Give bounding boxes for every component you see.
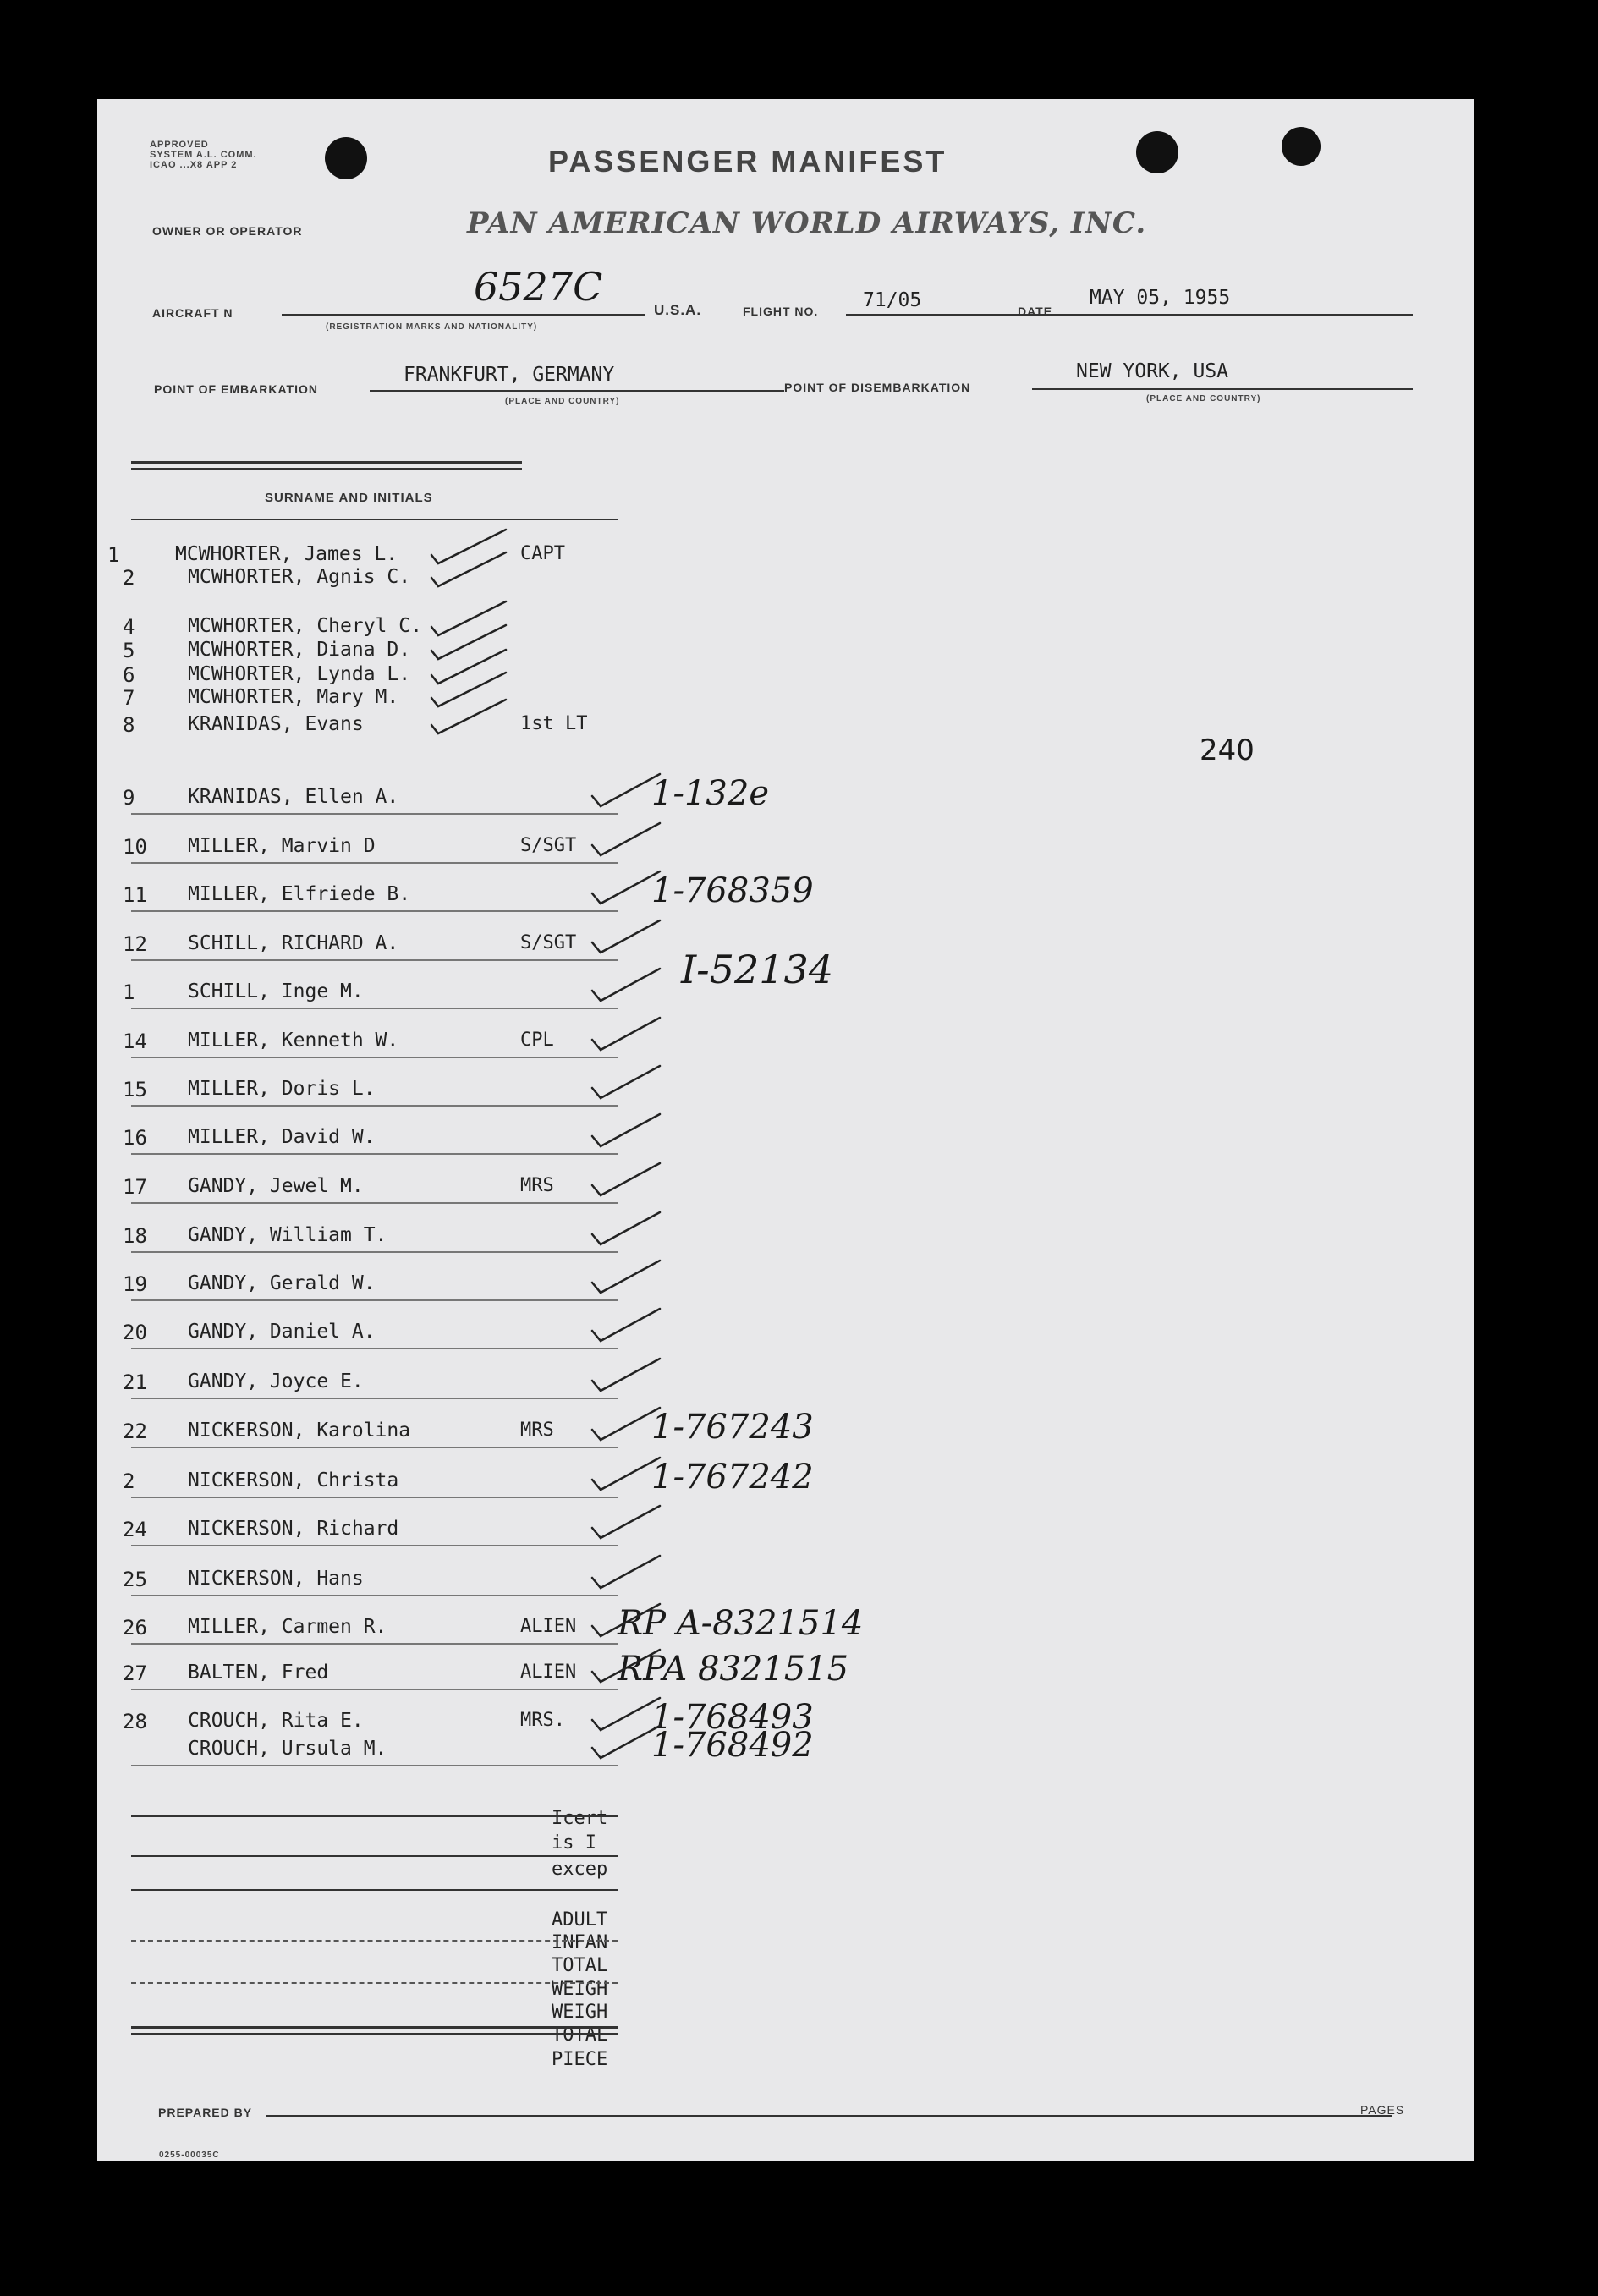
- embark-value: FRANKFURT, GERMANY: [404, 364, 615, 386]
- footer-label: PIECE: [552, 2049, 608, 2070]
- passenger-name: MILLER, Kenneth W.: [188, 1030, 399, 1052]
- disembark-place-caption: (PLACE AND COUNTRY): [1146, 394, 1261, 404]
- approval-line-1: APPROVED: [150, 140, 209, 150]
- form-code: 0255-00035C: [159, 2150, 220, 2160]
- passenger-name: KRANIDAS, Evans: [188, 713, 364, 735]
- passenger-name: MILLER, Carmen R.: [188, 1616, 387, 1638]
- checkmark: [431, 625, 506, 659]
- passenger-number: 20: [123, 1321, 147, 1344]
- passenger-name: MCWHORTER, Agnis C.: [188, 566, 411, 588]
- handwritten-checkmarks: [97, 99, 1474, 2161]
- passenger-annotation: 1-768359: [651, 871, 814, 910]
- checkmark: [592, 1458, 660, 1490]
- passenger-number: 8: [123, 713, 135, 737]
- approval-line-2: SYSTEM A.L. COMM.: [150, 150, 257, 160]
- date-label: DATE: [1018, 305, 1053, 318]
- passenger-name: CROUCH, Ursula M.: [188, 1738, 387, 1760]
- manifest-title: PASSENGER MANIFEST: [548, 144, 947, 179]
- passenger-name: MILLER, Elfriede B.: [188, 883, 411, 905]
- owner-label: OWNER OR OPERATOR: [152, 224, 303, 238]
- checkmark: [592, 1066, 660, 1098]
- passenger-annotation: RP A-8321514: [618, 1604, 864, 1643]
- checkmark: [592, 1726, 660, 1758]
- checkmark: [592, 1212, 660, 1244]
- passenger-number: 2: [123, 1469, 135, 1493]
- passenger-status: MRS: [520, 1420, 554, 1441]
- footer-label: WEIGH: [552, 2002, 608, 2023]
- checkmark: [592, 1408, 660, 1440]
- passenger-status: ALIEN: [520, 1662, 577, 1683]
- checkmark: [592, 1114, 660, 1146]
- passenger-number: 7: [123, 686, 135, 710]
- passenger-name: NICKERSON, Christa: [188, 1469, 399, 1491]
- passenger-name: KRANIDAS, Ellen A.: [188, 786, 399, 808]
- passenger-name: GANDY, William T.: [188, 1224, 387, 1246]
- checkmark: [592, 1018, 660, 1050]
- passenger-name: MCWHORTER, Lynda L.: [188, 663, 411, 685]
- date-value: MAY 05, 1955: [1090, 287, 1231, 309]
- footer-label: excep: [552, 1859, 608, 1880]
- passenger-name: MCWHORTER, Cheryl C.: [188, 615, 422, 637]
- flight-value: 71/05: [863, 289, 922, 311]
- footer-label: is I: [552, 1832, 596, 1854]
- passenger-number: 27: [123, 1662, 147, 1685]
- passenger-name: NICKERSON, Hans: [188, 1568, 364, 1590]
- checkmark: [592, 1698, 660, 1730]
- passenger-number: 5: [123, 639, 135, 662]
- passenger-number: 16: [123, 1126, 147, 1150]
- checkmark: [431, 673, 506, 706]
- passenger-name: GANDY, Daniel A.: [188, 1321, 376, 1343]
- flight-label: FLIGHT NO.: [743, 305, 819, 318]
- passenger-annotation: 1-768493: [651, 1698, 814, 1737]
- approval-line-3: ICAO ...X8 APP 2: [150, 160, 238, 170]
- passenger-name: MCWHORTER, Mary M.: [188, 686, 399, 708]
- passenger-number: 1: [107, 543, 120, 567]
- passenger-annotation: RPA 8321515: [618, 1650, 849, 1689]
- passenger-status: MRS: [520, 1175, 554, 1196]
- passenger-number: 9: [123, 786, 135, 810]
- aircraft-label: AIRCRAFT N: [152, 306, 233, 320]
- passenger-name: MILLER, Doris L.: [188, 1078, 376, 1100]
- checkmark: [592, 1506, 660, 1538]
- passenger-name: NICKERSON, Richard: [188, 1518, 399, 1540]
- checkmark: [592, 920, 660, 953]
- manifest-page: [97, 99, 1474, 2161]
- passenger-number: 6: [123, 663, 135, 687]
- passenger-name: SCHILL, Inge M.: [188, 980, 364, 1002]
- passenger-annotation: 1-768492: [651, 1726, 814, 1765]
- checkmark: [431, 552, 506, 586]
- passenger-status: CAPT: [520, 543, 565, 564]
- passenger-number: 28: [123, 1710, 147, 1733]
- usa-label: U.S.A.: [654, 302, 702, 318]
- passenger-number: 22: [123, 1420, 147, 1443]
- checkmark: [592, 1309, 660, 1341]
- passenger-status: S/SGT: [520, 835, 577, 856]
- owner-value: PAN AMERICAN WORLD AIRWAYS, INC.: [467, 206, 1147, 240]
- disembark-label: POINT OF DISEMBARKATION: [784, 381, 971, 394]
- passenger-number: 10: [123, 835, 147, 859]
- checkmark: [592, 1261, 660, 1293]
- passenger-number: 2: [123, 566, 135, 590]
- embark-place-caption: (PLACE AND COUNTRY): [505, 397, 620, 406]
- checkmark: [592, 871, 660, 904]
- passenger-status: S/SGT: [520, 932, 577, 953]
- passenger-number: 15: [123, 1078, 147, 1101]
- passenger-number: 25: [123, 1568, 147, 1591]
- prepared-by-label: PREPARED BY: [158, 2106, 253, 2119]
- page-number: 240: [1200, 733, 1255, 767]
- passenger-name: MCWHORTER, James L.: [175, 543, 398, 565]
- passenger-number: 4: [123, 615, 135, 639]
- passenger-status: CPL: [520, 1030, 554, 1051]
- checkmark: [592, 1163, 660, 1195]
- passenger-number: 18: [123, 1224, 147, 1248]
- passenger-number: 26: [123, 1616, 147, 1640]
- passenger-annotation: 1-132e: [651, 774, 769, 813]
- checkmark: [592, 969, 660, 1001]
- registration-caption: (REGISTRATION MARKS AND NATIONALITY): [326, 322, 538, 332]
- passenger-status: MRS.: [520, 1710, 565, 1731]
- footer-label: INFAN: [552, 1932, 608, 1953]
- footer-label: ADULT: [552, 1909, 608, 1931]
- passenger-annotation: 1-767243: [651, 1408, 814, 1447]
- passenger-number: 12: [123, 932, 147, 956]
- passenger-annotation: I-52134: [681, 947, 834, 992]
- passenger-name: GANDY, Jewel M.: [188, 1175, 364, 1197]
- footer-label: Icert: [552, 1808, 608, 1829]
- passenger-name: SCHILL, RICHARD A.: [188, 932, 399, 954]
- passenger-name: MILLER, Marvin D: [188, 835, 376, 857]
- passenger-name: CROUCH, Rita E.: [188, 1710, 364, 1732]
- footer-label: TOTAL: [552, 2024, 608, 2046]
- checkmark: [592, 1556, 660, 1588]
- checkmark: [592, 774, 660, 806]
- checkmark: [592, 1359, 660, 1391]
- aircraft-value: 6527C: [474, 264, 603, 310]
- passenger-number: 11: [123, 883, 147, 907]
- pages-label: PAGES: [1360, 2103, 1405, 2117]
- footer-label: WEIGH: [552, 1979, 608, 2000]
- passenger-annotation: 1-767242: [651, 1458, 814, 1497]
- passenger-name: GANDY, Joyce E.: [188, 1370, 364, 1392]
- passenger-status: 1st LT: [520, 713, 588, 734]
- checkmark: [592, 1604, 660, 1636]
- passenger-number: 24: [123, 1518, 147, 1541]
- checkmark: [592, 823, 660, 855]
- surname-column-header: SURNAME AND INITIALS: [265, 491, 433, 505]
- passenger-number: 17: [123, 1175, 147, 1199]
- passenger-number: 21: [123, 1370, 147, 1394]
- passenger-number: 14: [123, 1030, 147, 1053]
- passenger-name: NICKERSON, Karolina: [188, 1420, 411, 1442]
- passenger-name: MILLER, David W.: [188, 1126, 376, 1148]
- passenger-name: BALTEN, Fred: [188, 1662, 329, 1684]
- checkmark: [592, 1650, 660, 1682]
- footer-label: TOTAL: [552, 1955, 608, 1976]
- passenger-name: MCWHORTER, Diana D.: [188, 639, 411, 661]
- passenger-name: GANDY, Gerald W.: [188, 1272, 376, 1294]
- passenger-status: ALIEN: [520, 1616, 577, 1637]
- passenger-number: 19: [123, 1272, 147, 1296]
- disembark-value: NEW YORK, USA: [1076, 360, 1229, 382]
- embark-label: POINT OF EMBARKATION: [154, 382, 318, 396]
- passenger-number: 1: [123, 980, 135, 1004]
